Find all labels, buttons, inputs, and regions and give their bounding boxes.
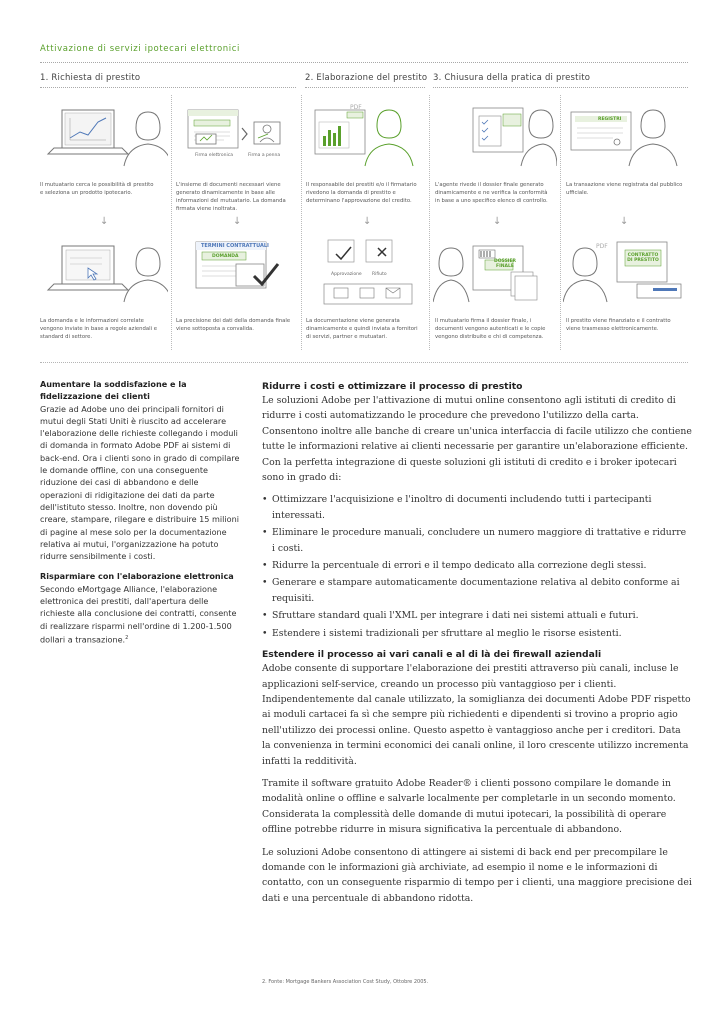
main-paragraph-2: Adobe consente di supportare l'elaborazione dei prestiti attraverso più canali, incluse le applicazioni self-service, creando un processo più vantaggioso per i clienti. Indipendentemente dal canale utilizzato, la somiglianza dei documenti Adobe PDF rispetto ai moduli cartacei fa sì che sempre più richiedenti e dipendenti si trovino a proprio agio nell'utilizzo dei processi online. Questo aspetto è vantaggioso anche per i creditori. Data la convenienza in termini economici dei canali online, il loro crescente utilizzo incrementa infatti la redditività. xyxy=(262,663,691,767)
list-item: • Sfruttare standard quali l'XML per integrare i dati nei sistemi attuali e futuri. xyxy=(262,608,692,623)
column-separator xyxy=(171,95,172,350)
sidebar-paragraph-2 xyxy=(40,583,240,646)
sidebar-heading-2: Risparmiare con l'elaborazione elettronica xyxy=(40,571,234,582)
down-arrow-icon: ↓ xyxy=(493,216,502,227)
benefits-list xyxy=(262,492,692,641)
dossier-label: DOSSIER FINALE xyxy=(493,259,517,269)
column-rule-2 xyxy=(305,87,425,88)
sidebar-text xyxy=(40,378,240,654)
pdf-badge: PDF xyxy=(350,104,362,111)
credit-review-illustration xyxy=(305,98,427,168)
column-rule-1 xyxy=(40,87,296,88)
list-item: • Ottimizzare l'acquisizione e l'inoltro di documenti includendo tutti i partecipanti interessati. xyxy=(262,492,692,523)
label-approvazione: Approvazione xyxy=(331,272,362,277)
main-paragraph-4: Le soluzioni Adobe consentono di attingere ai sistemi di back end per precompilare le domande con le informazioni già archiviate, ad esempio il nome e le informazioni di contatto, con un conseguente risparmio di tempo per i clienti, una maggiore precisione dei dati e una percentuale di abbandono ridotta. xyxy=(262,846,692,904)
caption-top-1: Il mutuatario cerca le possibilità di prestito e seleziona un prodotto ipotecario. xyxy=(40,182,154,196)
caption-top-4: L'agente rivede il dossier finale generato dinamicamente e ne verifica la conformità in base a uno specifico elenco di controllo. xyxy=(435,182,548,204)
down-arrow-icon: ↓ xyxy=(100,216,109,227)
laptop-chart-illustration xyxy=(40,98,168,168)
main-text xyxy=(262,380,692,913)
down-arrow-icon: ↓ xyxy=(233,216,242,227)
main-paragraph-1: Le soluzioni Adobe per l'attivazione di mutui online consentono agli istituti di credito di ridurre i costi automatizzando le procedure che prevedono l'utilizzo della carta. Consentono inoltre alle banche di creare un'unica interfaccia di facile utilizzo che contiene tutte le informazioni relative ai clienti necessarie per garantire un'elaborazione efficiente. Con la perfetta integrazione di queste soluzioni gli istituti di credito e i broker ipotecari sono in grado di: xyxy=(262,395,692,484)
column-head-richiesta: 1. Richiesta di prestito xyxy=(40,73,141,83)
list-item: • Eliminare le procedure manuali, concludere un numero maggiore di trattative e ridurre i costi. xyxy=(262,525,692,556)
main-heading-1: Ridurre i costi e ottimizzare il processo di prestito xyxy=(262,381,523,392)
label-rifiuto: Rifiuto xyxy=(372,272,387,277)
pdf-badge: PDF xyxy=(596,243,608,250)
caption-bottom-4: Il mutuatario firma il dossier finale, i documenti vengono autenticati e le copie vengono distribuite e chi di competenza. xyxy=(435,318,546,340)
loan-funded-illustration xyxy=(563,236,689,304)
final-dossier-signing-illustration xyxy=(433,236,557,304)
distribution-illustration xyxy=(316,236,420,306)
column-separator xyxy=(301,95,302,350)
diagram-bottom-divider xyxy=(40,362,688,363)
main-heading-2: Estendere il processo ai vari canali e al di là dei firewall aziendali xyxy=(262,649,602,661)
down-arrow-icon: ↓ xyxy=(363,216,372,227)
footnote: 2. Fonte: Mortgage Bankers Association Cost Study, Ottobre 2005. xyxy=(262,979,429,985)
top-divider xyxy=(40,62,688,63)
list-item: • Generare e stampare automaticamente documentazione relativa al debito conforme ai requisiti. xyxy=(262,575,692,606)
label-firma-penna: Firma a penna xyxy=(248,153,281,158)
section-title: Attivazione di servizi ipotecari elettronici xyxy=(40,44,240,54)
termini-label: TERMINI CONTRATTUALI xyxy=(201,243,269,249)
registry-illustration xyxy=(563,98,689,168)
column-head-elaborazione: 2. Elaborazione del prestito xyxy=(305,73,428,83)
dossier-checklist-illustration xyxy=(433,98,557,168)
laptop-submit-illustration xyxy=(40,236,168,304)
down-arrow-icon: ↓ xyxy=(620,216,629,227)
column-separator xyxy=(560,95,561,350)
caption-top-5: La transazione viene registrata dal pubblico ufficiale. xyxy=(566,182,683,196)
sidebar-paragraph-2-text: Secondo eMortgage Alliance, l'elaborazione elettronica dei prestiti, dall'apertura delle richieste alla conclusione dei contratti, consente di realizzare risparmi nell'ordine di 1.200-1.500 dollari a transazione. xyxy=(40,583,237,645)
sidebar-paragraph-1: Grazie ad Adobe uno dei principali fornitori di mutui degli Stati Uniti è riuscito ad accelerare l'elaborazione delle richieste collegando i moduli di domanda in formato Adobe PDF ai sistemi di back-end. Ora i clienti sono in grado di compilare le domande offline, con una conseguente riduzione dei casi di abbandono e delle operazioni di ridigitazione dei dati da parte dell'istituto stesso. Inoltre, non dovendo più creare, stampare, rilegare e distribuire 15 milioni di pagine al mese solo per la documentazione relativa ai mutui, l'organizzazione ha potuto ridurre sensibilmente i costi. xyxy=(40,403,240,562)
main-paragraph-3: Tramite il software gratuito Adobe Reader® i clienti possono compilare le domande in modalità online o offline e salvarle localmente per completarle in un secondo momento. Considerata la complessità delle domande di mutui ipotecari, la possibilità di operare offline potrebbe ridurre in misura significativa la percentuale di abbandono. xyxy=(262,777,676,836)
list-item: • Estendere i sistemi tradizionali per sfruttare al meglio le risorse esistenti. xyxy=(262,626,692,641)
domanda-label: DOMANDA xyxy=(212,254,239,259)
registri-label: REGISTRI xyxy=(598,117,622,122)
caption-bottom-3: La documentazione viene generata dinamicamente e quindi inviata a fornitori di servizi, partner e mutuatari. xyxy=(306,318,418,340)
caption-bottom-2: La precisione dei dati della domanda finale viene sottoposta a convalida. xyxy=(176,318,291,332)
caption-top-2: L'insieme di documenti necessari viene generato dinamicamente in base alle informazioni del mutuatario. La domanda firmata viene inoltrata. xyxy=(176,182,286,212)
list-item: • Ridurre la percentuale di errori e il tempo dedicato alla correzione degli stessi. xyxy=(262,558,692,573)
caption-bottom-5: Il prestito viene finanziato e il contratto viene trasmesso elettronicamente. xyxy=(566,318,671,332)
column-separator xyxy=(429,95,430,350)
caption-top-3: Il responsabile dei prestiti e/o il firmatario rivedono la domanda di prestito e determinano l'approvazione del credito. xyxy=(306,182,417,204)
label-firma-elettronica: Firma elettronica xyxy=(195,153,234,158)
caption-bottom-1: La domanda e le informazioni correlate vengono inviate in base a regole aziendali e standard di settore. xyxy=(40,318,158,340)
contratto-label: CONTRATTO DI PRESTITO xyxy=(627,253,659,263)
column-rule-3 xyxy=(433,87,688,88)
form-signature-illustration xyxy=(174,104,298,160)
sidebar-heading-1: Aumentare la soddisfazione e la fidelizzazione dei clienti xyxy=(40,379,187,402)
column-head-chiusura: 3. Chiusura della pratica di prestito xyxy=(433,73,591,83)
footnote-ref: 2 xyxy=(125,634,129,641)
